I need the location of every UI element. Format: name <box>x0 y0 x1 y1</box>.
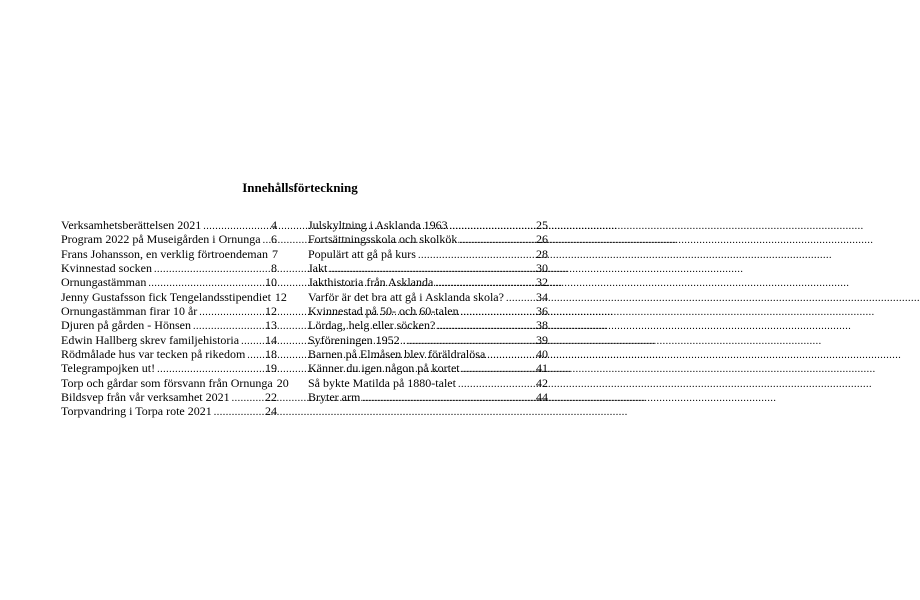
toc-entry-page: 32 <box>536 275 548 290</box>
toc-entry-label: Frans Johansson, en verklig förtroendeman <box>61 246 268 261</box>
toc-entry <box>308 333 548 347</box>
toc-entry <box>308 376 548 390</box>
toc-entry-page: 41 <box>536 361 548 376</box>
toc-entry-page: 12 <box>274 289 287 304</box>
toc-entry <box>61 361 277 375</box>
toc-entry <box>61 347 277 361</box>
toc-entry <box>308 275 548 289</box>
dot-leader <box>362 390 534 406</box>
toc-entry-page: 4 <box>271 218 277 232</box>
page-title: Innehållsförteckning <box>242 180 358 195</box>
toc-entry-label: Verksamhetsberättelsen 2021 <box>61 218 202 232</box>
toc-entry-label: Så bykte Matilda på 1880-talet <box>308 375 456 390</box>
toc-entry-page: 28 <box>536 246 548 261</box>
toc-entry <box>308 361 548 375</box>
toc-entry <box>308 347 548 361</box>
toc-entry-page: 38 <box>536 318 548 333</box>
toc-entry <box>61 247 277 261</box>
toc-entry-label: Program 2022 på Museigården i Ornunga <box>61 232 261 247</box>
toc-entry-label: Syföreningen 1952 . <box>308 332 406 347</box>
toc-entry-page: 8 <box>271 261 277 276</box>
toc-entry <box>61 275 277 289</box>
toc-entry-page: 7 <box>271 246 278 261</box>
toc-entry-page: 36 <box>536 304 548 319</box>
toc-entry-page: 26 <box>536 232 548 247</box>
toc-entry <box>308 218 548 232</box>
toc-entry-label: Kvinnestad på 50- och 60-talen <box>308 304 459 319</box>
toc-entry <box>61 218 277 232</box>
toc-entry-label: Jenny Gustafsson fick Tengelandsstipendiet <box>61 289 271 304</box>
toc-entry <box>61 318 277 332</box>
toc-entry <box>61 304 277 318</box>
toc-entry-page: 19 <box>265 361 277 376</box>
toc-entry-label: Fortsättningsskola och skolkök <box>308 232 458 247</box>
toc-entry-label: Rödmålade hus var tecken på rikedom <box>61 347 246 362</box>
toc-entry-page: 14 <box>265 332 277 347</box>
toc-entry-page: 12 <box>265 304 277 319</box>
toc-entry-label: Ornungastämman <box>61 275 147 290</box>
toc-entry-label: Barnen på Elmåsen blev föräldralösa <box>308 347 486 362</box>
toc-entry-page: 24 <box>265 404 277 419</box>
toc-entry-label: Julskyltning i Asklanda 1963 <box>308 218 448 232</box>
toc-entry <box>308 304 548 318</box>
toc-entry-page: 22 <box>265 390 277 405</box>
toc-entry-label: Torpvandring i Torpa rote 2021 <box>61 404 212 419</box>
toc-entry-label: Djuren på gården - Hönsen <box>61 318 191 333</box>
toc-entry-label: Ornungastämman firar 10 år <box>61 304 198 319</box>
toc-entry-label: Bildsvep från vår verksamhet 2021 <box>61 390 230 405</box>
toc-entry-label: Edwin Hallberg skrev familjehistoria <box>61 332 240 347</box>
toc-entry-page: 18 <box>265 347 277 362</box>
toc-entry-page: 10 <box>265 275 277 290</box>
toc-entry-label: Populärt att gå på kurs <box>308 246 416 261</box>
toc-entry <box>61 404 277 418</box>
dot-leader <box>214 404 263 420</box>
toc-entry <box>308 290 548 304</box>
toc-entry <box>61 333 277 347</box>
toc-right-column <box>308 218 548 404</box>
toc-entry-page: 30 <box>536 261 548 276</box>
toc-entry <box>61 289 287 304</box>
toc-entry-page: 25 <box>536 218 548 232</box>
toc-entry-label: Bryter arm <box>308 390 361 405</box>
toc-entry-label: Telegrampojken ut! <box>61 361 156 376</box>
toc-entry-page: 34 <box>536 289 548 304</box>
toc-entry <box>308 390 548 404</box>
toc-entry-page: 6 <box>271 232 277 247</box>
toc-entry-label: Torp och gårdar som försvann från Ornunga <box>61 375 273 390</box>
toc-entry-page: 40 <box>536 347 548 362</box>
toc-entry-label: Jakt <box>308 261 328 276</box>
toc-entry <box>61 232 277 246</box>
toc-entry-page: 13 <box>265 318 277 333</box>
toc-entry <box>308 261 548 275</box>
toc-entry <box>61 390 277 404</box>
toc-entry-page: 20 <box>276 375 289 390</box>
toc-entry-page: 44 <box>536 390 548 405</box>
toc-entry <box>308 247 548 261</box>
toc-entry <box>61 375 289 390</box>
toc-entry <box>308 232 548 246</box>
toc-entry-label: Känner du igen någon på kortet <box>308 361 460 376</box>
toc-entry <box>61 261 277 275</box>
toc-entry-label: Varför är det bra att gå i Asklanda skola? <box>308 289 504 304</box>
toc-entry-page: 42 <box>536 375 548 390</box>
toc-entry-page: 39 <box>536 332 548 347</box>
toc-left-column <box>61 218 289 419</box>
toc-entry <box>308 318 548 332</box>
toc-entry-label: Kvinnestad socken <box>61 261 152 276</box>
toc-entry-label: Jakthistoria från Asklanda <box>308 275 434 290</box>
toc-entry-label: Lördag, helg eller söcken? <box>308 318 436 333</box>
